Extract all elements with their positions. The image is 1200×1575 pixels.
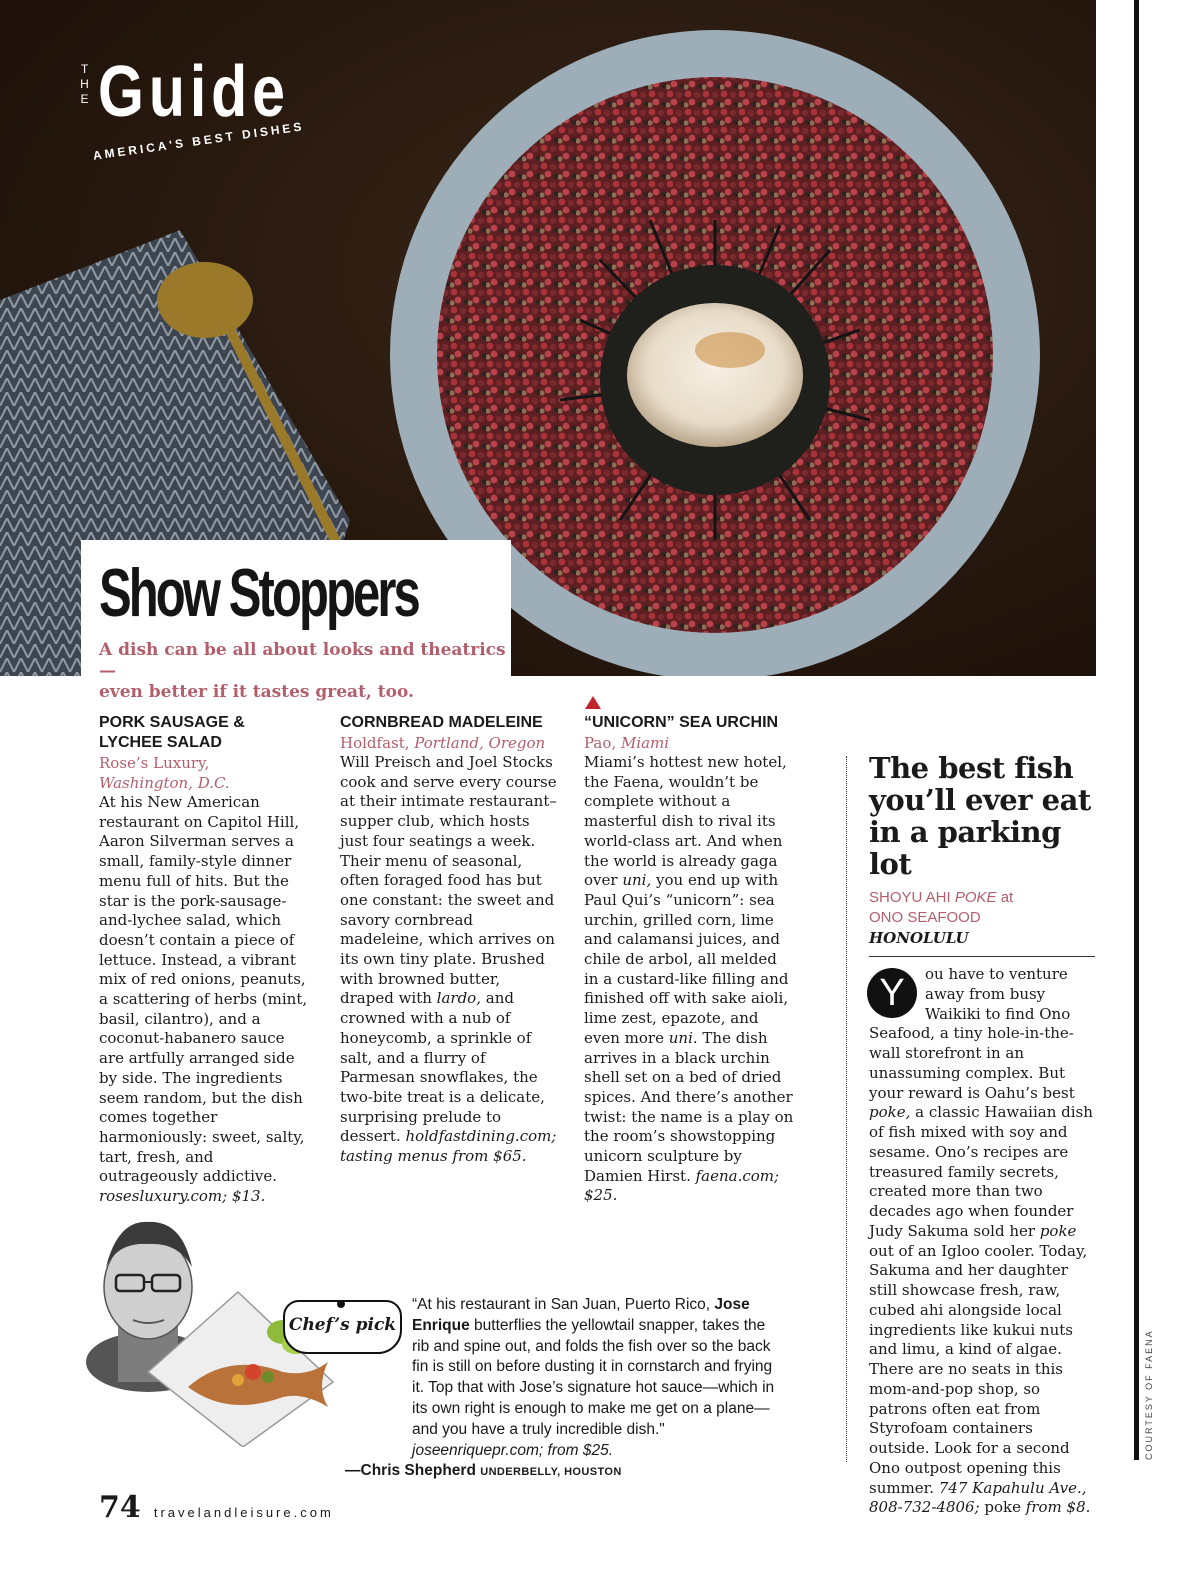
city-name: Washington, D.C. xyxy=(99,774,230,792)
quote-text xyxy=(345,1295,785,1461)
article-heading: CORNBREAD MADELEINE xyxy=(340,714,543,731)
sidebar-info: poke xyxy=(984,1498,1022,1517)
article-location xyxy=(340,733,558,753)
spoon-bowl-shape xyxy=(157,262,253,338)
sidebar-dish xyxy=(869,888,1095,928)
sidebar-divider xyxy=(846,756,847,1462)
article-info: rosesluxury.com; $13. xyxy=(99,1187,266,1206)
body-text: and crowned with a nub of honeycomb, a sprinkle of salt, and a flurry of Parmesan snowflakes, the two-bite treat is a delicate, surprising prelude to dessert. xyxy=(340,989,545,1146)
body-text: a classic Hawaiian dish of fish mixed with soy and sesame. Ono’s recipes are treasured family secrets, created more than two decades ago when founder Judy Sakuma sold her xyxy=(869,1103,1093,1240)
masthead-word: Guide xyxy=(98,52,290,132)
quote-signature xyxy=(345,1461,785,1483)
body-italic: uni. xyxy=(668,1028,698,1047)
badge-label: Chef’s pick xyxy=(288,1315,397,1335)
dish-name-italic: POKE xyxy=(954,889,997,906)
deck-line-1: A dish can be all about looks and theatrics— xyxy=(99,640,506,681)
masthead-the: T H E xyxy=(80,62,90,106)
page-edge-rule xyxy=(1134,0,1139,1460)
photo-credit: COURTESY OF FAENA xyxy=(1144,1329,1154,1460)
sidebar-city: HONOLULU xyxy=(869,929,969,947)
quote-text-b: butterflies the yellowtail snapper, takes the rib and spine out, and folds the fish over so the back fin is still on before dusting it in cornstarch and frying it. Top that with Jose’s signature hot sauce—which in its own right is enough to make me get on a plane—and you have a truly incredible dish." xyxy=(412,1316,775,1438)
sidebar-title: The best fish you’ll ever eat in a parking lot xyxy=(869,751,1091,881)
dish-at: at xyxy=(1000,889,1014,906)
body-italic: lardo, xyxy=(436,989,481,1008)
article-unicorn-sea-urchin xyxy=(584,713,796,1206)
restaurant-name: Pao, xyxy=(584,734,617,752)
chef-name: Chris Shepherd xyxy=(360,1462,476,1480)
city-name: Miami xyxy=(620,734,670,752)
body-text: ou have to venture away from busy Waikiki to find Ono Seafood, a tiny hole-in-the-wall storefront in an unassuming complex. But your reward is Oahu’s best xyxy=(869,965,1075,1102)
body-italic: uni, xyxy=(622,871,652,890)
page-title: Show Stoppers xyxy=(99,555,418,631)
article-location xyxy=(99,753,311,793)
body-text: Miami’s hottest new hotel, the Faena, wouldn’t be complete without a masterful dish to rival its world-class art. And when the world is already gaga over xyxy=(584,753,787,890)
chefs-pick-quote xyxy=(345,1295,785,1483)
body-text: The dish arrives in a black urchin shell set on a bed of dried spices. And there’s another twist: the name is a play on the room’s showstopping unicorn sculpture by Damien Hirst. xyxy=(584,1028,794,1185)
body-italic: poke xyxy=(1039,1221,1077,1240)
sidebar-rule xyxy=(869,956,1095,957)
article-location xyxy=(584,733,796,753)
page-number: 74 xyxy=(99,1490,141,1525)
restaurant-name: Holdfast, xyxy=(340,734,410,752)
article-body xyxy=(584,753,796,1206)
dish-name: SHOYU AHI xyxy=(869,889,951,906)
deck-line-2: even better if it tastes great, too. xyxy=(99,682,414,702)
article-pork-sausage xyxy=(99,713,311,1207)
article-heading: “UNICORN” SEA URCHIN xyxy=(584,714,779,731)
article-body xyxy=(340,753,558,1167)
sidebar-info: 747 Kapahulu Ave., 808-732-4806; xyxy=(869,1478,1087,1517)
quote-bold-name: Jose Enrique xyxy=(412,1296,750,1334)
signature-dash: — xyxy=(345,1462,361,1480)
triangle-marker-icon xyxy=(585,696,601,709)
site-url: travelandleisure.com xyxy=(153,1505,334,1520)
sidebar-info: from $8. xyxy=(1025,1498,1091,1517)
restaurant-name: ONO SEAFOOD xyxy=(869,909,981,926)
sidebar-body xyxy=(869,965,1095,1518)
heading-line: LYCHEE SALAD xyxy=(99,734,222,751)
sidebar-ono-seafood xyxy=(869,752,1095,1518)
chef-place: UNDERBELLY, HOUSTON xyxy=(480,1466,622,1479)
article-body xyxy=(99,793,311,1207)
body-italic: poke, xyxy=(869,1103,911,1122)
article-info: faena.com; $25. xyxy=(584,1166,780,1205)
body-text: you end up with Paul Qui’s “unicorn”: sea urchin, grilled corn, lime and calamansi juices, and chile de arbol, all melded in a custard-like filling and finished off with sake aioli, lime zest, epazote, and even more xyxy=(584,871,789,1047)
body-text: out of an Igloo cooler. Today, Sakuma and her daughter still showcase fresh, raw, cubed ahi alongside local ingredients like kukui nuts and limu, a kind of algae. There are no seats in this mom-and-pop shop, so patrons often eat from Styrofoam containers outside. Look for a second Ono outpost opening this summer. xyxy=(869,1241,1088,1497)
quote-info: joseenriquepr.com; from $25. xyxy=(412,1441,614,1459)
page-footer xyxy=(99,1490,334,1525)
masthead-tagline: AMERICA'S BEST DISHES xyxy=(92,119,306,163)
heading-line: PORK SAUSAGE & xyxy=(99,714,245,731)
article-cornbread-madeleine xyxy=(340,713,558,1167)
article-info: holdfastdining.com; tasting menus from $65. xyxy=(340,1127,557,1166)
body-text: Will Preisch and Joel Stocks cook and serve every course at their intimate restaurant–supper club, which hosts just four seatings a week. Their menu of seasonal, often foraged food has but one constant: the sweet and savory cornbread madeleine, which arrives on its own tiny plate. Brushed with browned butter, draped with xyxy=(340,753,557,1008)
quote-text-a: “At his restaurant in San Juan, Puerto Rico, xyxy=(412,1296,711,1313)
dropcap: Y xyxy=(867,968,917,1018)
body-text: At his New American restaurant on Capitol Hill, Aaron Silverman serves a small, family-style dinner menu full of hits. But the star is the pork-sausage-and-lychee salad, which doesn’t contain a piece of lettuce. Instead, a vibrant mix of red onions, peanuts, a scattering of herbs (mint, basil, cilantro), and a coconut-habanero sauce are artfully arranged side by side. The ingredients seem random, but the dish comes together harmoniously: sweet, salty, tart, fresh, and outrageously addictive. xyxy=(99,793,308,1186)
deck xyxy=(99,640,519,703)
city-name: Portland, Oregon xyxy=(414,734,546,752)
article-heading xyxy=(99,713,311,753)
badge-dot-icon xyxy=(337,1300,345,1308)
restaurant-name: Rose’s Luxury, xyxy=(99,754,210,772)
